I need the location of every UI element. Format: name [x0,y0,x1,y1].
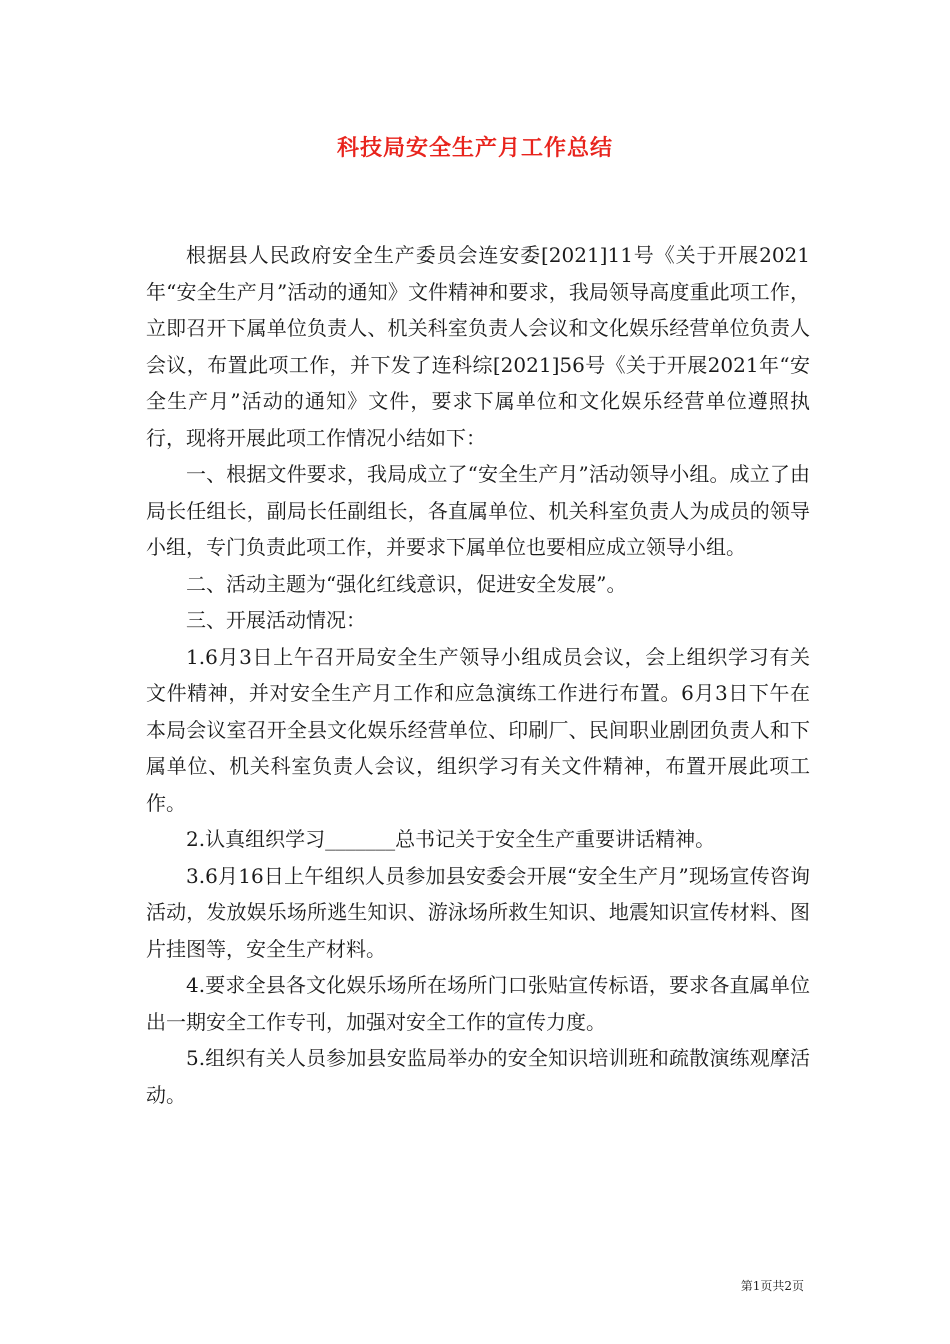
paragraph-section-1: 一、根据文件要求，我局成立了“安全生产月”活动领导小组。成立了由局长任组长，副局长任副组长，各直属单位、机关科室负责人为成员的领导小组，专门负责此项工作，并要求下属单位也要相应成立领导小组。 [146,462,810,559]
page-number: 第1页共2页 [740,1279,804,1293]
paragraph-item-1: 1.6月3日上午召开局安全生产领导小组成员会议，会上组织学习有关文件精神，并对安全生产月工作和应急演练工作进行布置。6月3日下午在本局会议室召开全县文化娱乐经营单位、印刷厂、民间职业剧团负责人和下属单位、机关科室负责人会议，组织学习有关文件精神，布置开展此项工作。 [146,644,810,815]
paragraph-item-4: 4.要求全县各文化娱乐场所在场所门口张贴宣传标语，要求各直属单位出一期安全工作专刊，加强对安全工作的宣传力度。 [146,973,810,1034]
paragraph-item-3: 3.6月16日上午组织人员参加县安委会开展“安全生产月”现场宣传咨询活动，发放娱乐场所逃生知识、游泳场所救生知识、地震知识宣传材料、图片挂图等，安全生产材料。 [146,863,810,961]
paragraph-section-2: 二、活动主题为“强化红线意识，促进安全发展”。 [186,571,627,596]
paragraph-item-5: 5.组织有关人员参加县安监局举办的安全知识培训班和疏散演练观摩活动。 [146,1046,810,1107]
paragraph-section-3-heading: 三、开展活动情况： [186,608,366,632]
document-title: 科技局安全生产月工作总结 [336,135,613,161]
document-body [146,237,810,1113]
paragraph-intro: 根据县人民政府安全生产委员会连安委[2021]11号《关于开展2021年“安全生产月”活动的通知》文件精神和要求，我局领导高度重此项工作，立即召开下属单位负责人、机关科室负责人会议和文化娱乐经营单位负责人会议，布置此项工作，并下发了连科综[2021]56号《关于开展2021年“安全生产月”活动的通知》文件，要求下属单位和文化娱乐经营单位遵照执行，现将开展此项工作情况小结如下： [146,243,810,450]
paragraph-item-2: 2.认真组织学习_______总书记关于安全生产重要讲话精神。 [186,827,716,851]
